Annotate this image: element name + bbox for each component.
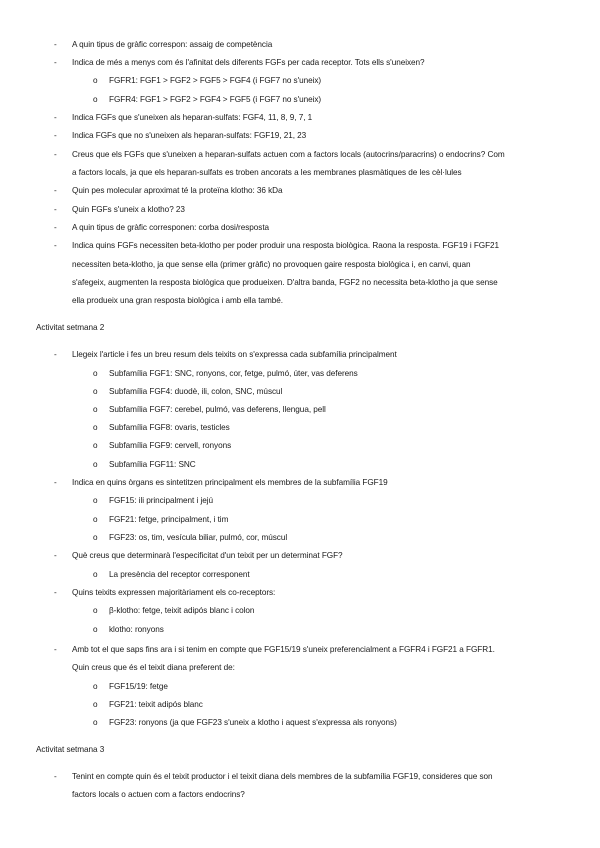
dash-bullet: - [54, 645, 57, 654]
list-item [0, 458, 600, 471]
line-text: Tenint en compte quin és el teixit productor i el teixit diana dels membres de la subfamília FGF19, consideres que son [72, 772, 493, 781]
line-text: FGFR1: FGF1 > FGF2 > FGF5 > FGF4 (i FGF7 no s'uneix) [109, 76, 322, 85]
dash-bullet: - [54, 223, 57, 232]
list-item [0, 239, 600, 252]
line-text: Creus que els FGFs que s'uneixen a heparan-sulfats actuen com a factors locals (autocrins/paracrins) o endocrins? Com [72, 150, 505, 159]
dash-bullet: - [54, 772, 57, 781]
list-item-continuation [0, 276, 600, 289]
dash-bullet: - [54, 113, 57, 122]
line-text: ella produeix una gran resposta biològica i amb ella també. [72, 296, 283, 305]
line-text: Quin pes molecular aproximat té la proteïna klotho: 36 kDa [72, 186, 283, 195]
circle-bullet: o [93, 441, 98, 450]
dash-bullet: - [54, 350, 57, 359]
list-item-continuation [0, 258, 600, 271]
line-text: a factors locals, ja que els heparan-sulfats es troben ancorats a les membranes plasmàtiques de les cèl·lules [72, 168, 462, 177]
circle-bullet: o [93, 496, 98, 505]
circle-bullet: o [93, 606, 98, 615]
list-item [0, 93, 600, 106]
circle-bullet: o [93, 405, 98, 414]
line-text: Subfamília FGF9: cervell, ronyons [109, 441, 232, 450]
line-text: Quin creus que és el teixit diana preferent de: [72, 663, 235, 672]
list-item [0, 56, 600, 69]
line-text: Indica en quins òrgans es sintetitzen principalment els membres de la subfamília FGF19 [72, 478, 388, 487]
line-text: s'afegeix, augmenten la resposta biològica que produeixen. D'altra banda, FGF2 no necessita beta-klotho ja que sense [72, 278, 498, 287]
line-text: Indica FGFs que s'uneixen als heparan-sulfats: FGF4, 11, 8, 9, 7, 1 [72, 113, 313, 122]
circle-bullet: o [93, 95, 98, 104]
list-item-continuation [0, 788, 600, 801]
list-item [0, 38, 600, 51]
list-item [0, 111, 600, 124]
list-item [0, 698, 600, 711]
list-item [0, 348, 600, 361]
list-item-continuation [0, 166, 600, 179]
line-text: Amb tot el que saps fins ara i si tenim en compte que FGF15/19 s'uneix preferencialment a FGFR4 i FGF21 a FGFR1. [72, 645, 495, 654]
dash-bullet: - [54, 58, 57, 67]
dash-bullet: - [54, 40, 57, 49]
dash-bullet: - [54, 205, 57, 214]
circle-bullet: o [93, 423, 98, 432]
list-item [0, 403, 600, 416]
list-item [0, 680, 600, 693]
dash-bullet: - [54, 551, 57, 560]
circle-bullet: o [93, 369, 98, 378]
list-item [0, 604, 600, 617]
list-item [0, 148, 600, 161]
circle-bullet: o [93, 625, 98, 634]
line-text: Quin FGFs s'uneix a klotho? 23 [72, 205, 185, 214]
line-text: Llegeix l'article i fes un breu resum dels teixits on s'expressa cada subfamília principalment [72, 350, 397, 359]
line-text: necessiten beta-klotho, ja que sense ella (primer gràfic) no provoquen gaire resposta biològica i, en canvi, quan [72, 260, 471, 269]
list-item [0, 716, 600, 729]
list-item [0, 74, 600, 87]
list-item [0, 549, 600, 562]
dash-bullet: - [54, 150, 57, 159]
list-item [0, 586, 600, 599]
line-text: β-klotho: fetge, teixit adipós blanc i colon [109, 606, 255, 615]
line-text: FGFR4: FGF1 > FGF2 > FGF4 > FGF5 (i FGF7 no s'uneix) [109, 95, 322, 104]
line-text: Subfamília FGF1: SNC, ronyons, cor, fetge, pulmó, úter, vas deferens [109, 369, 358, 378]
dash-bullet: - [54, 241, 57, 250]
circle-bullet: o [93, 515, 98, 524]
line-text: Indica quins FGFs necessiten beta-klotho per poder produir una resposta biològica. Raona la resposta. FGF19 i FGF21 [72, 241, 500, 250]
list-item [0, 221, 600, 234]
circle-bullet: o [93, 700, 98, 709]
heading-text: Activitat setmana 2 [36, 323, 105, 332]
line-text: FGF23: ronyons (ja que FGF23 s'uneix a klotho i aquest s'expressa als ronyons) [109, 718, 397, 727]
dash-bullet: - [54, 478, 57, 487]
line-text: klotho: ronyons [109, 625, 164, 634]
line-text: La presència del receptor corresponent [109, 570, 250, 579]
circle-bullet: o [93, 682, 98, 691]
line-text: Subfamília FGF7: cerebel, pulmó, vas deferens, llengua, pell [109, 405, 326, 414]
line-text: Indica FGFs que no s'uneixen als heparan-sulfats: FGF19, 21, 23 [72, 131, 307, 140]
line-text: FGF15/19: fetge [109, 682, 168, 691]
line-text: FGF21: fetge, principalment, i tim [109, 515, 229, 524]
list-item [0, 513, 600, 526]
line-text: Què creus que determinarà l'especificitat d'un teixit per un determinat FGF? [72, 551, 343, 560]
section-heading [0, 743, 600, 756]
list-item-continuation [0, 661, 600, 674]
line-text: FGF21: teixit adipós blanc [109, 700, 203, 709]
list-item [0, 568, 600, 581]
line-text: FGF15: ili principalment i jejú [109, 496, 214, 505]
list-item [0, 184, 600, 197]
line-text: factors locals o actuen com a factors endocrins? [72, 790, 245, 799]
circle-bullet: o [93, 460, 98, 469]
line-text: Subfamília FGF8: ovaris, testicles [109, 423, 230, 432]
line-text: Subfamília FGF11: SNC [109, 460, 196, 469]
circle-bullet: o [93, 533, 98, 542]
list-item [0, 385, 600, 398]
list-item [0, 643, 600, 656]
line-text: Quins teixits expressen majoritàriament els co-receptors: [72, 588, 276, 597]
list-item [0, 623, 600, 636]
list-item [0, 129, 600, 142]
list-item [0, 203, 600, 216]
line-text: Subfamília FGF4: duodè, ili, colon, SNC, múscul [109, 387, 283, 396]
list-item-continuation [0, 294, 600, 307]
line-text: A quin tipus de gràfic corresponen: corba dosi/resposta [72, 223, 270, 232]
dash-bullet: - [54, 131, 57, 140]
line-text: FGF23: os, tim, vesícula biliar, pulmó, cor, múscul [109, 533, 288, 542]
line-text: A quin tipus de gràfic correspon: assaig de competència [72, 40, 273, 49]
list-item [0, 367, 600, 380]
heading-text: Activitat setmana 3 [36, 745, 105, 754]
dash-bullet: - [54, 186, 57, 195]
dash-bullet: - [54, 588, 57, 597]
list-item [0, 770, 600, 783]
list-item [0, 421, 600, 434]
list-item [0, 494, 600, 507]
circle-bullet: o [93, 387, 98, 396]
list-item [0, 439, 600, 452]
list-item [0, 531, 600, 544]
section-heading [0, 321, 600, 334]
list-item [0, 476, 600, 489]
circle-bullet: o [93, 76, 98, 85]
line-text: Indica de més a menys com és l'afinitat dels diferents FGFs per cada receptor. Tots ells s'uneixen? [72, 58, 425, 67]
circle-bullet: o [93, 570, 98, 579]
circle-bullet: o [93, 718, 98, 727]
